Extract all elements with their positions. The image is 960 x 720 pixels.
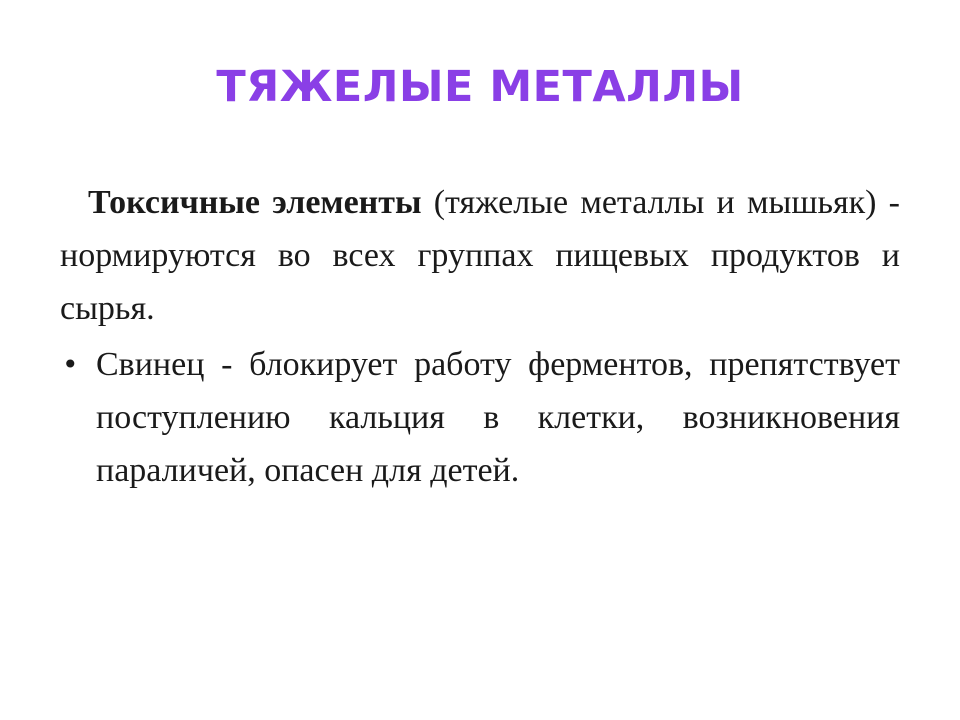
intro-text: (тяжелые металлы и мышьяк) - нормируются во всех группах пищевых продуктов и сырья. xyxy=(60,184,901,327)
bullet-marker: • xyxy=(62,348,79,381)
intro-bold-term: Токсичные элементы xyxy=(88,184,422,221)
bullet-item-lead: Свинец - блокирует работу ферментов, препятствует поступлению кальция в клетки, возникновения параличей, опасен для детей. xyxy=(96,346,900,489)
intro-paragraph xyxy=(60,176,900,335)
slide-title: ТЯЖЕЛЫЕ МЕТАЛЛЫ xyxy=(216,62,744,112)
